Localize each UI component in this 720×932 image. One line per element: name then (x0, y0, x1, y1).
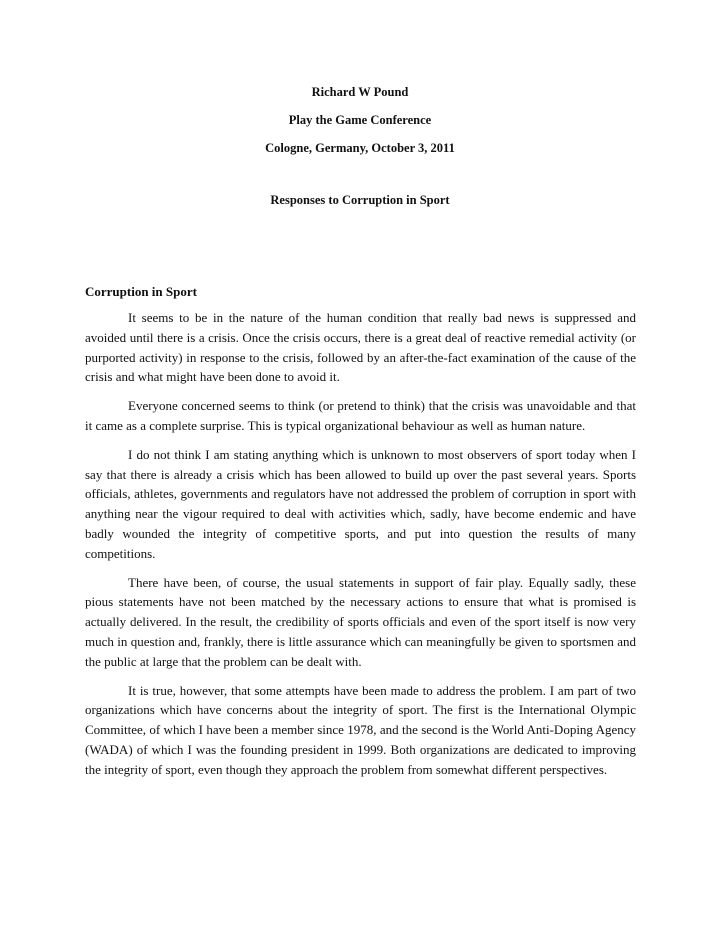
section-heading: Corruption in Sport (85, 284, 197, 299)
conference-name: Play the Game Conference (288, 113, 432, 127)
body-paragraph-2: Everyone concerned seems to think (or pretend to think) that the crisis was unavoidable and that it came as a complete surprise. This is typical organizational behaviour as well as human nature. (85, 398, 636, 433)
document-body (85, 282, 636, 789)
body-paragraph-3: I do not think I am stating anything which is unknown to most observers of sport today when I say that there is already a crisis which has been allowed to build up over the past several years. Sports officials, athletes, governments and regulators have not addressed the problem of corruption in sport with anything near the vigour required to deal with activities which, sadly, have become endemic and have badly wounded the integrity of competitive sports, and put into question the results of many competitions. (85, 446, 636, 561)
location-date: Cologne, Germany, October 3, 2011 (265, 141, 455, 155)
document-title: Responses to Corruption in Sport (270, 193, 450, 207)
body-paragraph-4: There have been, of course, the usual statements in support of fair play. Equally sadly, these pious statements have not been matched by the necessary actions to ensure that what is promised is actually delivered. In the result, the credibility of sports officials and even of the sport itself is now very much in question and, frankly, there is little assurance which can meaningfully be given to sportsmen and the public at large that the problem can be dealt with. (85, 574, 636, 669)
author-name: Richard W Pound (311, 85, 409, 99)
body-paragraph-1: It seems to be in the nature of the human condition that really bad news is suppressed and avoided until there is a crisis. Once the crisis occurs, there is a great deal of reactive remedial activity (or purported activity) in response to the crisis, followed by an after-the-fact examination of the cause of the crisis and what might have been done to avoid it. (85, 310, 636, 385)
body-paragraph-5: It is true, however, that some attempts have been made to address the problem. I am part of two organizations which have concerns about the integrity of sport. The first is the International Olympic Committee, of which I have been a member since 1978, and the second is the World Anti-Doping Agency (WADA) of which I was the founding president in 1999. Both organizations are dedicated to improving the integrity of sport, even though they approach the problem from somewhat different perspectives. (85, 682, 636, 777)
